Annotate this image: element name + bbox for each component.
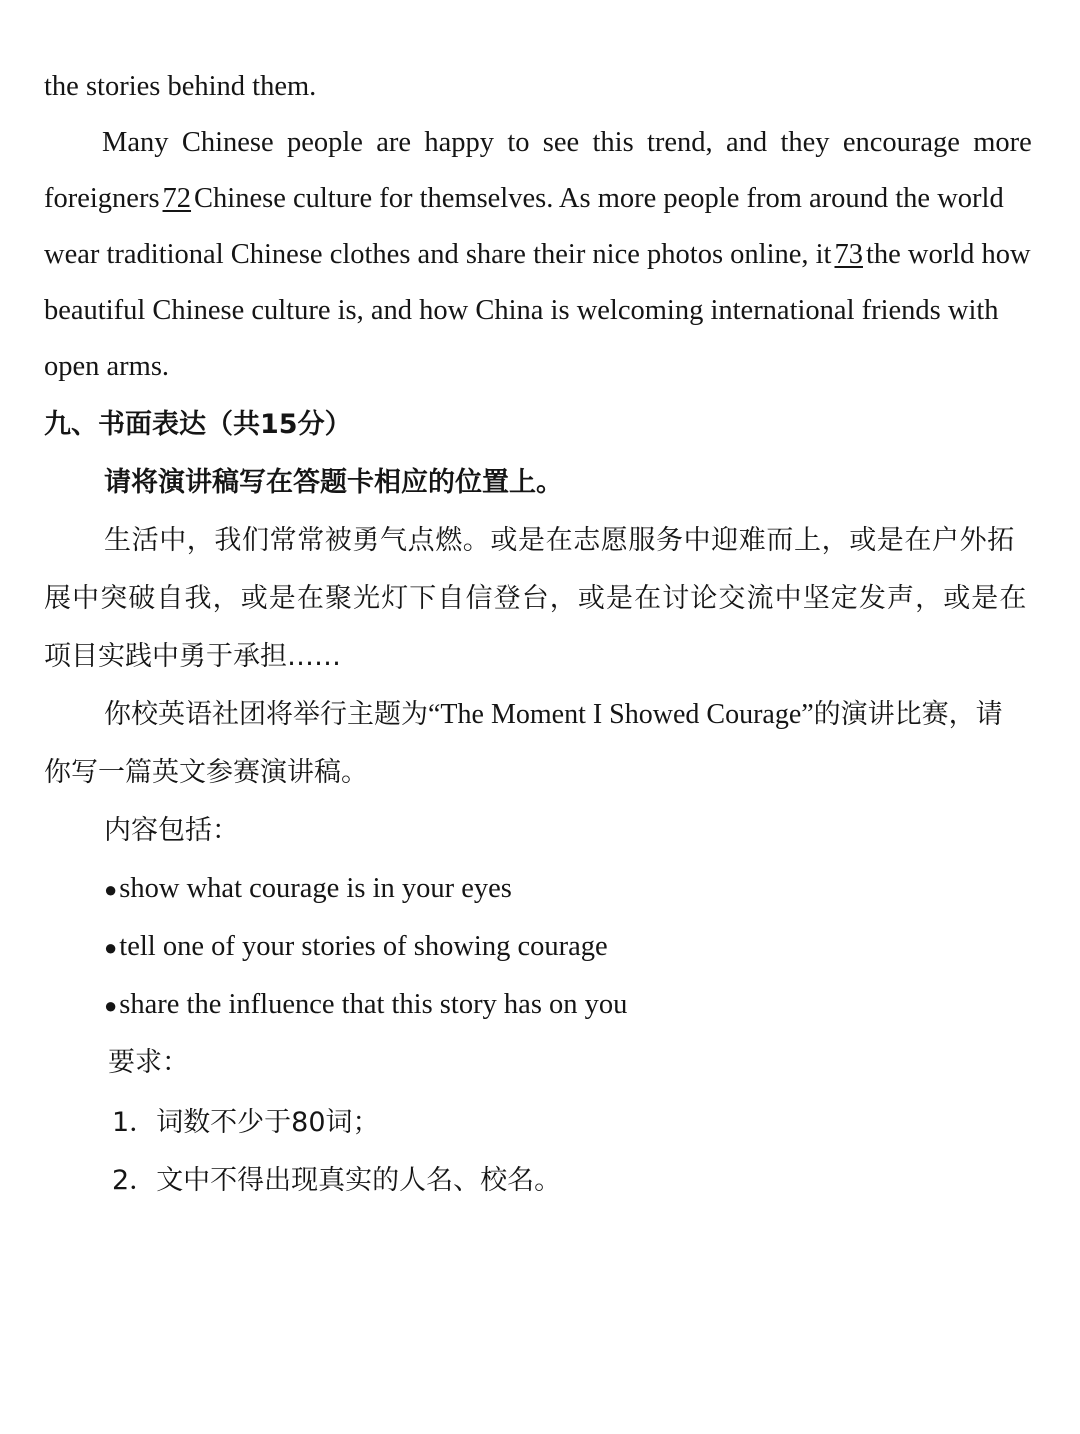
passage-word: and <box>726 127 768 158</box>
passage-word: happy <box>424 127 494 158</box>
passage-text: foreigners <box>44 183 160 214</box>
passage-para2-line-1 <box>102 126 1032 160</box>
task-line-1 <box>104 698 1003 732</box>
passage-word: people <box>286 127 363 158</box>
requirement-text: 文中不得出现真实的人名、校名。 <box>156 1165 562 1196</box>
content-bullet-2 <box>104 930 608 965</box>
passage-word: Many <box>102 127 169 158</box>
bullet-text: share the influence that this story has on you <box>119 989 628 1020</box>
passage-text: wear traditional Chinese clothes and share their nice photos online, it <box>44 239 832 270</box>
passage-word: are <box>376 127 412 158</box>
blank-73: 73 <box>834 239 863 270</box>
passage-word: Chinese <box>181 127 274 158</box>
bullet-icon: ● <box>104 877 118 902</box>
content-bullet-3 <box>104 988 627 1023</box>
task-line-2: 你写一篇英文参赛演讲稿。 <box>44 757 368 788</box>
passage-text: the world how <box>865 239 1031 270</box>
task-text: 你校英语社团将举行主题为 <box>104 699 428 730</box>
requirement-1 <box>112 1106 380 1140</box>
requirement-number: 2． <box>112 1165 157 1196</box>
passage-word: see <box>542 127 580 158</box>
passage-word: to <box>507 127 530 158</box>
intro-line-2: 展中突破自我，或是在聚光灯下自信登台，或是在讨论交流中坚定发声，或是在 <box>44 583 1028 614</box>
content-bullet-1 <box>104 872 512 907</box>
bullet-icon: ● <box>104 935 118 960</box>
passage-word: this <box>592 127 634 158</box>
passage-word: more <box>973 127 1032 158</box>
bullet-text: tell one of your stories of showing courage <box>119 931 608 962</box>
bullet-text: show what courage is in your eyes <box>119 873 512 904</box>
passage-para2-line-5: open arms. <box>44 351 170 382</box>
requirement-text: 词数不少于80词； <box>156 1107 380 1138</box>
requirements-label: 要求： <box>108 1047 189 1078</box>
section-heading: 九、书面表达（共15分） <box>44 409 352 440</box>
passage-word: they <box>780 127 830 158</box>
bullet-icon: ● <box>104 993 118 1018</box>
passage-word: encourage <box>842 127 960 158</box>
passage-line-1: the stories behind them. <box>44 71 317 102</box>
speech-theme: “The Moment I Showed Courage” <box>428 699 814 730</box>
passage-para2-line-4: beautiful Chinese culture is, and how China is welcoming international friends with <box>44 295 999 326</box>
passage-para2-line-2 <box>44 182 1004 216</box>
passage-text: Chinese culture for themselves. As more people from around the world <box>194 183 1004 214</box>
passage-word: trend, <box>647 127 713 158</box>
requirement-2 <box>112 1164 561 1198</box>
passage-para2-line-3 <box>44 238 1031 272</box>
requirement-number: 1． <box>112 1107 157 1138</box>
task-text: 的演讲比赛，请 <box>813 699 1003 730</box>
content-label: 内容包括： <box>104 815 239 846</box>
intro-line-1: 生活中，我们常常被勇气点燃。或是在志愿服务中迎难而上，或是在户外拓 <box>104 525 1015 556</box>
intro-line-3: 项目实践中勇于承担…… <box>44 641 341 672</box>
section-instruction: 请将演讲稿写在答题卡相应的位置上。 <box>104 467 563 498</box>
blank-72: 72 <box>162 183 192 214</box>
